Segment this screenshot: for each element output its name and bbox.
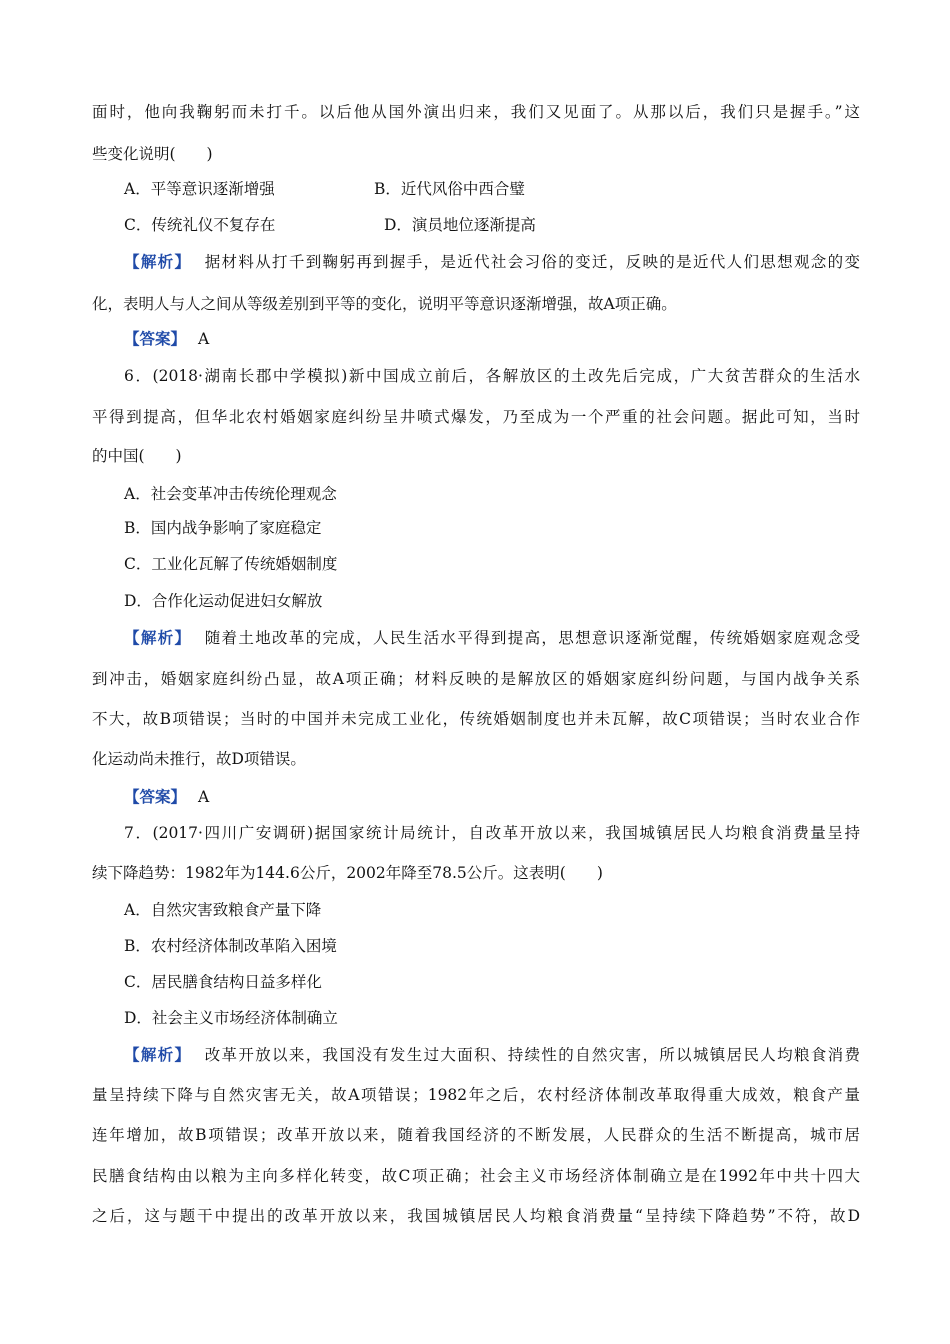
q7-option-c: C．居民膳食结构日益多样化 <box>124 973 322 991</box>
q7-analysis-line-1 <box>124 1044 860 1066</box>
q6-answer-value: A <box>198 788 210 806</box>
q7-analysis-line-5: 之后，这与题干中提出的改革开放以来，我国城镇居民人均粮食消费量“呈持续下降趋势”不符，故D <box>92 1207 860 1225</box>
q6-analysis-line-2: 到冲击，婚姻家庭纠纷凸显，故A项正确；材料反映的是解放区的婚姻家庭纠纷问题，与国内战争关系 <box>92 670 860 688</box>
q7-stem-line-1: 7．(2017·四川广安调研)据国家统计局统计，自改革开放以来，我国城镇居民人均粮食消费量呈持 <box>124 824 860 842</box>
q6-stem-line-2: 平得到提高，但华北农村婚姻家庭纠纷呈井喷式爆发，乃至成为一个严重的社会问题。据此可知，当时 <box>92 408 860 426</box>
q6-stem-line-3: 的中国( ) <box>92 447 182 465</box>
q6-stem-line-1: 6．(2018·湖南长郡中学模拟)新中国成立前后，各解放区的土改先后完成，广大贫苦群众的生活水 <box>124 367 860 385</box>
q7-option-a: A．自然灾害致粮食产量下降 <box>124 901 322 919</box>
q6-option-d: D．合作化运动促进妇女解放 <box>124 592 323 610</box>
q6-option-b: B．国内战争影响了家庭稳定 <box>124 519 322 537</box>
q6-answer-line <box>124 786 209 808</box>
q5-stem-line-1: 面时，他向我鞠躬而未打千。以后他从国外演出归来，我们又见面了。从那以后，我们只是握手。”这 <box>92 103 860 121</box>
q7-option-d: D．社会主义市场经济体制确立 <box>124 1009 338 1027</box>
q6-analysis-line-1 <box>124 627 860 649</box>
q7-stem-line-2: 续下降趋势：1982年为144.6公斤，2002年降至78.5公斤。这表明( ) <box>92 864 603 882</box>
analysis-tag: 【解析】 <box>124 1045 192 1064</box>
answer-tag: 【答案】 <box>124 787 187 806</box>
q6-analysis-line-4: 化运动尚未推行，故D项错误。 <box>92 750 306 768</box>
answer-tag: 【答案】 <box>124 329 187 348</box>
q7-option-b: B．农村经济体制改革陷入困境 <box>124 937 337 955</box>
analysis-tag: 【解析】 <box>124 252 192 271</box>
q5-option-d: D．演员地位逐渐提高 <box>384 216 536 234</box>
q5-answer-value: A <box>198 330 210 348</box>
q7-analysis-line-4: 民膳食结构由以粮为主向多样化转变，故C项正确；社会主义市场经济体制确立是在1992年中共十四大 <box>92 1167 860 1185</box>
q5-analysis-line-2: 化，表明人与人之间从等级差别到平等的变化，说明平等意识逐渐增强，故A项正确。 <box>92 295 677 313</box>
q5-option-a: A．平等意识逐渐增强 <box>124 180 275 198</box>
q7-analysis-line-2: 量呈持续下降与自然灾害无关，故A项错误；1982年之后，农村经济体制改革取得重大成效，粮食产量 <box>92 1086 860 1104</box>
q7-analysis-text-1: 改革开放以来，我国没有发生过大面积、持续性的自然灾害，所以城镇居民人均粮食消费 <box>203 1046 860 1064</box>
q7-analysis-line-3: 连年增加，故B项错误；改革开放以来，随着我国经济的不断发展，人民群众的生活不断提高，城市居 <box>92 1126 860 1144</box>
q5-answer-line <box>124 328 209 350</box>
q6-analysis-text-1: 随着土地改革的完成，人民生活水平得到提高，思想意识逐渐觉醒，传统婚姻家庭观念受 <box>203 629 860 647</box>
q5-option-c: C．传统礼仪不复存在 <box>124 216 276 234</box>
q5-analysis-line-1 <box>124 251 860 273</box>
analysis-tag: 【解析】 <box>124 628 192 647</box>
q5-stem-line-2: 些变化说明( ) <box>92 145 213 163</box>
q6-option-c: C．工业化瓦解了传统婚姻制度 <box>124 555 338 573</box>
q6-option-a: A．社会变革冲击传统伦理观念 <box>124 485 337 503</box>
q5-option-b: B．近代风俗中西合璧 <box>374 180 525 198</box>
q5-analysis-text-1: 据材料从打千到鞠躬再到握手，是近代社会习俗的变迁，反映的是近代人们思想观念的变 <box>203 253 860 271</box>
q6-analysis-line-3: 不大，故B项错误；当时的中国并未完成工业化，传统婚姻制度也并未瓦解，故C项错误；当时农业合作 <box>92 710 860 728</box>
